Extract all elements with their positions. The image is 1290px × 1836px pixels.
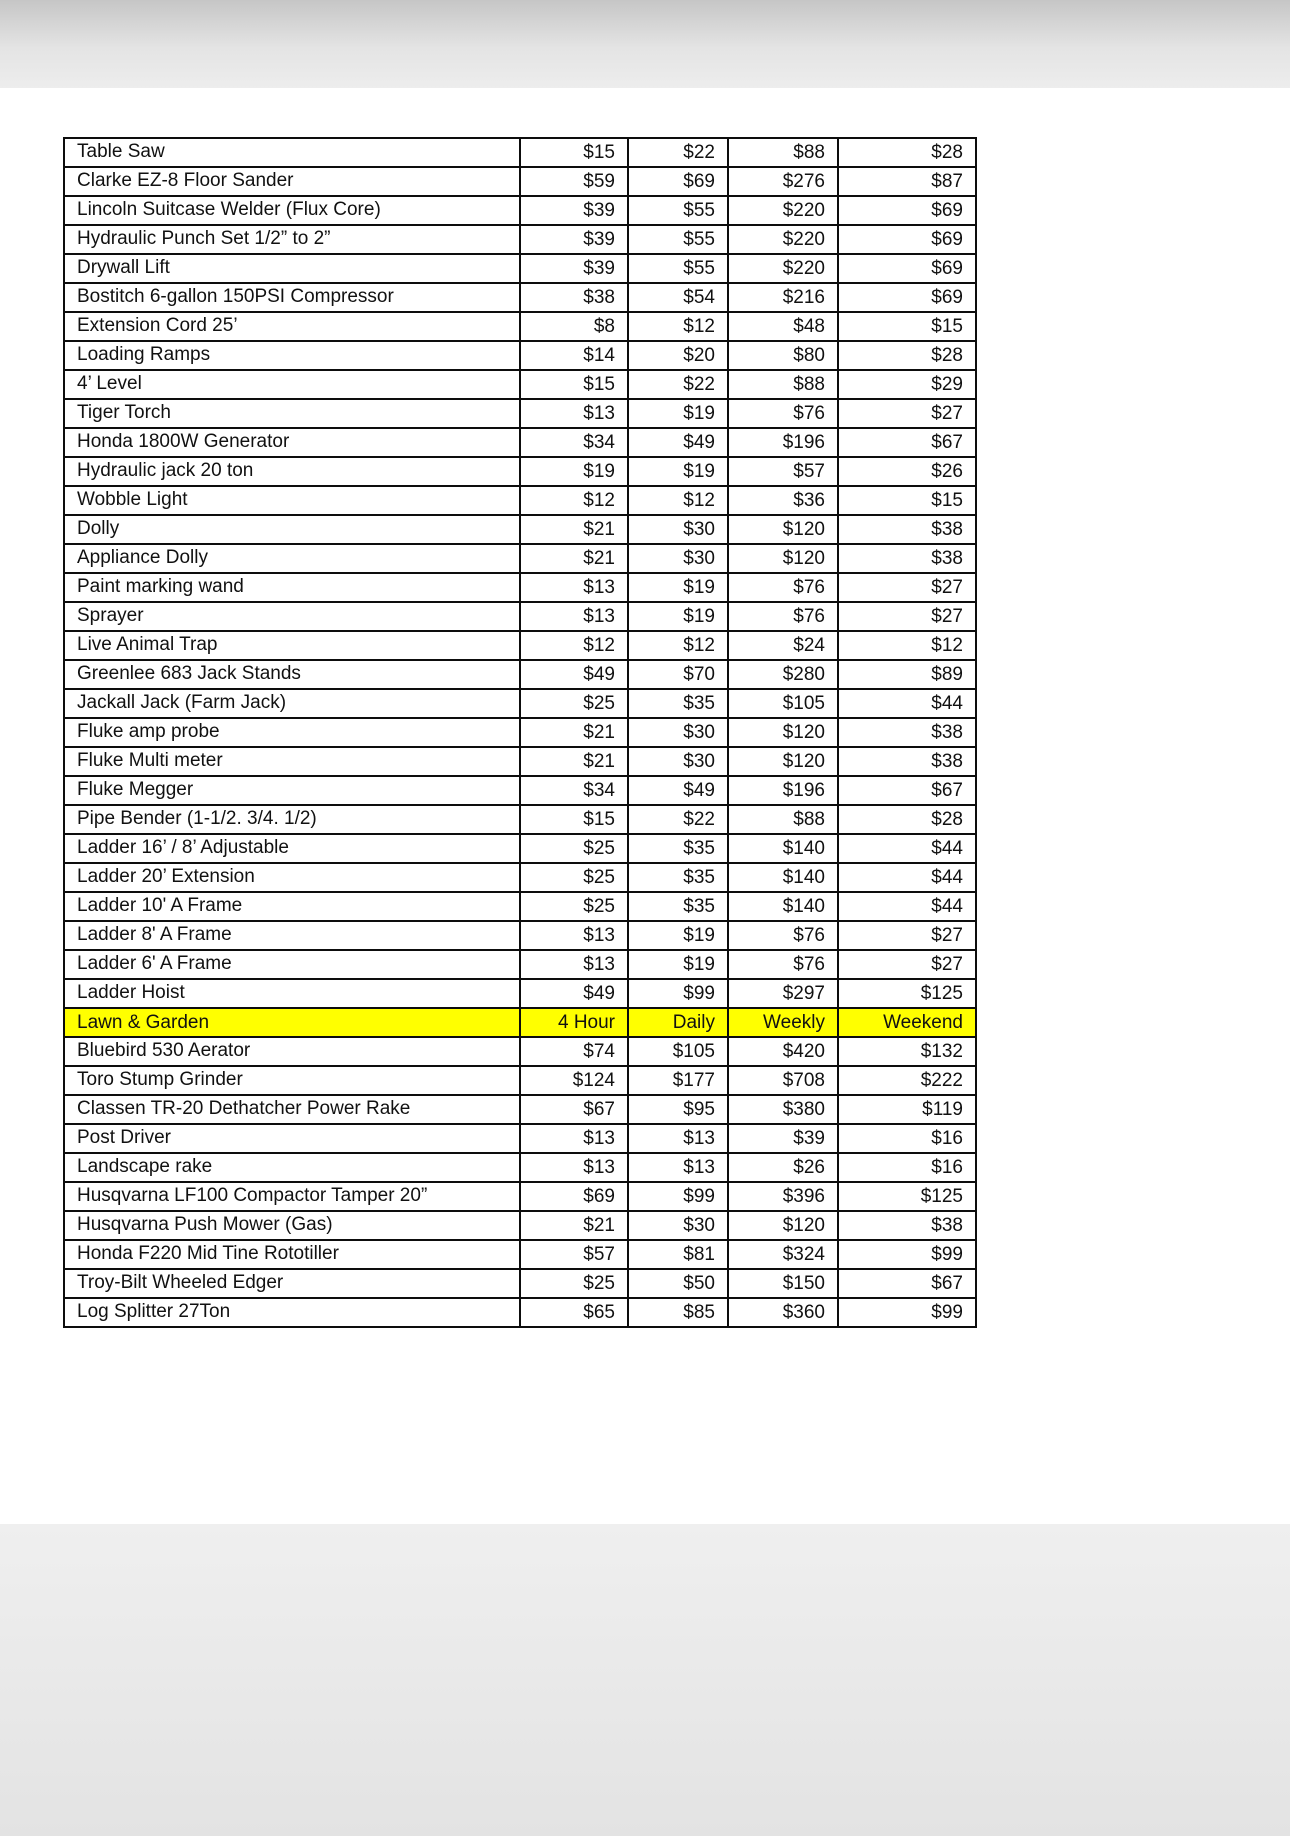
table-row	[64, 747, 976, 776]
item-name-cell: Husqvarna Push Mower (Gas)	[64, 1211, 520, 1240]
table-row	[64, 689, 976, 718]
section-title-cell: Lawn & Garden	[64, 1008, 520, 1037]
price-daily-cell: $69	[628, 167, 728, 196]
item-name-cell: Dolly	[64, 515, 520, 544]
price-weekly-cell: $140	[728, 863, 838, 892]
price-4hour-cell: $15	[520, 138, 628, 167]
price-weekend-cell: $69	[838, 283, 976, 312]
item-name-cell: Drywall Lift	[64, 254, 520, 283]
lawn-garden-section-body	[64, 1037, 976, 1327]
price-weekly-cell: $280	[728, 660, 838, 689]
price-daily-cell: $55	[628, 196, 728, 225]
price-daily-cell: $30	[628, 544, 728, 573]
price-weekly-cell: $420	[728, 1037, 838, 1066]
item-name-cell: Log Splitter 27Ton	[64, 1298, 520, 1327]
price-weekend-cell: $89	[838, 660, 976, 689]
item-name-cell: Appliance Dolly	[64, 544, 520, 573]
price-weekend-cell: $16	[838, 1124, 976, 1153]
price-daily-cell: $12	[628, 312, 728, 341]
scan-edge-top	[0, 0, 1290, 88]
section-header-body	[64, 1008, 976, 1037]
price-weekend-cell: $99	[838, 1240, 976, 1269]
price-daily-cell: $35	[628, 834, 728, 863]
col-header-4hour: 4 Hour	[520, 1008, 628, 1037]
price-daily-cell: $12	[628, 486, 728, 515]
item-name-cell: Greenlee 683 Jack Stands	[64, 660, 520, 689]
item-name-cell: Ladder 10' A Frame	[64, 892, 520, 921]
item-name-cell: Classen TR-20 Dethatcher Power Rake	[64, 1095, 520, 1124]
price-daily-cell: $55	[628, 254, 728, 283]
col-header-weekend: Weekend	[838, 1008, 976, 1037]
price-daily-cell: $99	[628, 979, 728, 1008]
price-4hour-cell: $39	[520, 196, 628, 225]
price-daily-cell: $99	[628, 1182, 728, 1211]
price-daily-cell: $22	[628, 370, 728, 399]
price-daily-cell: $70	[628, 660, 728, 689]
price-daily-cell: $177	[628, 1066, 728, 1095]
price-weekly-cell: $80	[728, 341, 838, 370]
price-4hour-cell: $25	[520, 689, 628, 718]
item-name-cell: Honda F220 Mid Tine Rototiller	[64, 1240, 520, 1269]
price-weekly-cell: $88	[728, 805, 838, 834]
price-daily-cell: $35	[628, 892, 728, 921]
price-weekend-cell: $15	[838, 312, 976, 341]
table-row	[64, 805, 976, 834]
price-4hour-cell: $21	[520, 1211, 628, 1240]
item-name-cell: Ladder 6' A Frame	[64, 950, 520, 979]
item-name-cell: Live Animal Trap	[64, 631, 520, 660]
price-4hour-cell: $19	[520, 457, 628, 486]
price-weekend-cell: $125	[838, 1182, 976, 1211]
price-daily-cell: $19	[628, 921, 728, 950]
price-daily-cell: $30	[628, 718, 728, 747]
table-row	[64, 225, 976, 254]
price-weekly-cell: $76	[728, 602, 838, 631]
price-4hour-cell: $13	[520, 1153, 628, 1182]
item-name-cell: Ladder 20’ Extension	[64, 863, 520, 892]
price-daily-cell: $19	[628, 573, 728, 602]
price-4hour-cell: $13	[520, 1124, 628, 1153]
price-weekend-cell: $12	[838, 631, 976, 660]
price-weekend-cell: $44	[838, 689, 976, 718]
item-name-cell: Clarke EZ-8 Floor Sander	[64, 167, 520, 196]
item-name-cell: Paint marking wand	[64, 573, 520, 602]
price-weekly-cell: $36	[728, 486, 838, 515]
table-row	[64, 370, 976, 399]
price-4hour-cell: $13	[520, 602, 628, 631]
price-weekend-cell: $69	[838, 254, 976, 283]
item-name-cell: Lincoln Suitcase Welder (Flux Core)	[64, 196, 520, 225]
item-name-cell: Honda 1800W Generator	[64, 428, 520, 457]
price-weekend-cell: $44	[838, 863, 976, 892]
price-weekend-cell: $132	[838, 1037, 976, 1066]
item-name-cell: Husqvarna LF100 Compactor Tamper 20”	[64, 1182, 520, 1211]
price-weekend-cell: $27	[838, 950, 976, 979]
price-4hour-cell: $25	[520, 892, 628, 921]
price-weekend-cell: $125	[838, 979, 976, 1008]
price-daily-cell: $35	[628, 689, 728, 718]
price-weekend-cell: $27	[838, 921, 976, 950]
price-weekly-cell: $276	[728, 167, 838, 196]
price-weekly-cell: $297	[728, 979, 838, 1008]
price-weekly-cell: $380	[728, 1095, 838, 1124]
price-daily-cell: $105	[628, 1037, 728, 1066]
price-weekly-cell: $708	[728, 1066, 838, 1095]
table-row	[64, 1124, 976, 1153]
price-daily-cell: $50	[628, 1269, 728, 1298]
price-daily-cell: $13	[628, 1153, 728, 1182]
price-4hour-cell: $25	[520, 834, 628, 863]
price-weekend-cell: $28	[838, 138, 976, 167]
price-weekly-cell: $88	[728, 370, 838, 399]
price-daily-cell: $49	[628, 428, 728, 457]
price-weekend-cell: $15	[838, 486, 976, 515]
price-4hour-cell: $124	[520, 1066, 628, 1095]
table-row	[64, 1066, 976, 1095]
price-weekly-cell: $120	[728, 1211, 838, 1240]
item-name-cell: Sprayer	[64, 602, 520, 631]
price-daily-cell: $95	[628, 1095, 728, 1124]
item-name-cell: Ladder 16’ / 8’ Adjustable	[64, 834, 520, 863]
price-4hour-cell: $25	[520, 1269, 628, 1298]
item-name-cell: Post Driver	[64, 1124, 520, 1153]
price-4hour-cell: $69	[520, 1182, 628, 1211]
price-4hour-cell: $34	[520, 428, 628, 457]
price-weekend-cell: $29	[838, 370, 976, 399]
price-4hour-cell: $21	[520, 718, 628, 747]
table-row	[64, 457, 976, 486]
table-row	[64, 573, 976, 602]
price-weekend-cell: $44	[838, 892, 976, 921]
table-row	[64, 312, 976, 341]
price-weekend-cell: $27	[838, 573, 976, 602]
price-weekly-cell: $196	[728, 428, 838, 457]
price-daily-cell: $22	[628, 805, 728, 834]
price-4hour-cell: $74	[520, 1037, 628, 1066]
item-name-cell: Bluebird 530 Aerator	[64, 1037, 520, 1066]
item-name-cell: Ladder 8' A Frame	[64, 921, 520, 950]
price-weekend-cell: $28	[838, 805, 976, 834]
price-weekend-cell: $38	[838, 1211, 976, 1240]
price-daily-cell: $81	[628, 1240, 728, 1269]
price-weekly-cell: $39	[728, 1124, 838, 1153]
item-name-cell: Tiger Torch	[64, 399, 520, 428]
price-weekly-cell: $76	[728, 921, 838, 950]
price-daily-cell: $85	[628, 1298, 728, 1327]
item-name-cell: Hydraulic Punch Set 1/2” to 2”	[64, 225, 520, 254]
document-page	[0, 88, 1290, 1524]
price-weekend-cell: $38	[838, 718, 976, 747]
col-header-daily: Daily	[628, 1008, 728, 1037]
table-row	[64, 660, 976, 689]
price-weekend-cell: $27	[838, 602, 976, 631]
table-row	[64, 776, 976, 805]
item-name-cell: Fluke amp probe	[64, 718, 520, 747]
price-weekly-cell: $105	[728, 689, 838, 718]
item-name-cell: Bostitch 6-gallon 150PSI Compressor	[64, 283, 520, 312]
price-weekly-cell: $220	[728, 196, 838, 225]
price-weekly-cell: $76	[728, 950, 838, 979]
price-weekly-cell: $57	[728, 457, 838, 486]
table-row	[64, 892, 976, 921]
price-daily-cell: $22	[628, 138, 728, 167]
item-name-cell: Pipe Bender (1-1/2. 3/4. 1/2)	[64, 805, 520, 834]
table-row	[64, 834, 976, 863]
price-weekly-cell: $150	[728, 1269, 838, 1298]
price-daily-cell: $55	[628, 225, 728, 254]
price-4hour-cell: $12	[520, 486, 628, 515]
price-weekly-cell: $324	[728, 1240, 838, 1269]
table-row	[64, 515, 976, 544]
price-daily-cell: $19	[628, 950, 728, 979]
table-row	[64, 1211, 976, 1240]
scan-edge-bottom	[0, 1524, 1290, 1836]
table-row	[64, 1240, 976, 1269]
price-weekly-cell: $76	[728, 573, 838, 602]
item-name-cell: Extension Cord 25’	[64, 312, 520, 341]
price-weekly-cell: $120	[728, 747, 838, 776]
item-name-cell: Loading Ramps	[64, 341, 520, 370]
price-daily-cell: $30	[628, 747, 728, 776]
table-row	[64, 196, 976, 225]
price-weekend-cell: $27	[838, 399, 976, 428]
price-4hour-cell: $14	[520, 341, 628, 370]
item-name-cell: Toro Stump Grinder	[64, 1066, 520, 1095]
table-row	[64, 718, 976, 747]
price-weekend-cell: $119	[838, 1095, 976, 1124]
price-weekend-cell: $99	[838, 1298, 976, 1327]
price-daily-cell: $19	[628, 457, 728, 486]
price-daily-cell: $30	[628, 515, 728, 544]
price-weekend-cell: $28	[838, 341, 976, 370]
item-name-cell: Hydraulic jack 20 ton	[64, 457, 520, 486]
price-4hour-cell: $25	[520, 863, 628, 892]
table-row	[64, 602, 976, 631]
col-header-weekly: Weekly	[728, 1008, 838, 1037]
price-weekly-cell: $120	[728, 544, 838, 573]
price-weekly-cell: $220	[728, 254, 838, 283]
price-weekly-cell: $360	[728, 1298, 838, 1327]
price-4hour-cell: $39	[520, 225, 628, 254]
price-weekend-cell: $44	[838, 834, 976, 863]
price-weekend-cell: $26	[838, 457, 976, 486]
price-4hour-cell: $12	[520, 631, 628, 660]
price-daily-cell: $13	[628, 1124, 728, 1153]
price-4hour-cell: $67	[520, 1095, 628, 1124]
table-row	[64, 1269, 976, 1298]
price-4hour-cell: $13	[520, 950, 628, 979]
price-4hour-cell: $34	[520, 776, 628, 805]
price-weekend-cell: $67	[838, 428, 976, 457]
table-row	[64, 341, 976, 370]
price-weekly-cell: $220	[728, 225, 838, 254]
rental-price-table	[63, 137, 977, 1328]
price-daily-cell: $19	[628, 602, 728, 631]
table-row	[64, 138, 976, 167]
table-row	[64, 921, 976, 950]
price-weekly-cell: $88	[728, 138, 838, 167]
price-4hour-cell: $15	[520, 805, 628, 834]
table-row	[64, 1095, 976, 1124]
item-name-cell: Ladder Hoist	[64, 979, 520, 1008]
item-name-cell: Landscape rake	[64, 1153, 520, 1182]
price-weekly-cell: $24	[728, 631, 838, 660]
price-daily-cell: $20	[628, 341, 728, 370]
price-weekly-cell: $140	[728, 892, 838, 921]
price-weekly-cell: $76	[728, 399, 838, 428]
price-weekend-cell: $87	[838, 167, 976, 196]
price-weekly-cell: $26	[728, 1153, 838, 1182]
price-weekend-cell: $38	[838, 515, 976, 544]
price-4hour-cell: $39	[520, 254, 628, 283]
price-weekly-cell: $120	[728, 718, 838, 747]
price-4hour-cell: $8	[520, 312, 628, 341]
tools-section-body	[64, 138, 976, 1008]
price-weekly-cell: $216	[728, 283, 838, 312]
table-row	[64, 1298, 976, 1327]
table-row	[64, 863, 976, 892]
price-weekly-cell: $48	[728, 312, 838, 341]
item-name-cell: Fluke Multi meter	[64, 747, 520, 776]
table-row	[64, 399, 976, 428]
price-4hour-cell: $15	[520, 370, 628, 399]
table-row	[64, 283, 976, 312]
price-4hour-cell: $21	[520, 747, 628, 776]
table-row	[64, 428, 976, 457]
price-weekend-cell: $38	[838, 544, 976, 573]
price-4hour-cell: $49	[520, 979, 628, 1008]
price-4hour-cell: $21	[520, 515, 628, 544]
item-name-cell: Fluke Megger	[64, 776, 520, 805]
item-name-cell: 4’ Level	[64, 370, 520, 399]
price-daily-cell: $54	[628, 283, 728, 312]
table-row	[64, 544, 976, 573]
price-daily-cell: $12	[628, 631, 728, 660]
price-weekend-cell: $69	[838, 196, 976, 225]
table-row	[64, 979, 976, 1008]
table-row	[64, 1037, 976, 1066]
price-weekend-cell: $16	[838, 1153, 976, 1182]
price-weekend-cell: $222	[838, 1066, 976, 1095]
price-4hour-cell: $13	[520, 573, 628, 602]
price-weekly-cell: $396	[728, 1182, 838, 1211]
price-daily-cell: $19	[628, 399, 728, 428]
price-4hour-cell: $13	[520, 399, 628, 428]
price-daily-cell: $30	[628, 1211, 728, 1240]
table-row	[64, 486, 976, 515]
item-name-cell: Table Saw	[64, 138, 520, 167]
table-row	[64, 254, 976, 283]
price-daily-cell: $35	[628, 863, 728, 892]
price-weekend-cell: $69	[838, 225, 976, 254]
price-4hour-cell: $38	[520, 283, 628, 312]
price-weekly-cell: $140	[728, 834, 838, 863]
item-name-cell: Troy-Bilt Wheeled Edger	[64, 1269, 520, 1298]
price-4hour-cell: $13	[520, 921, 628, 950]
price-weekend-cell: $38	[838, 747, 976, 776]
price-weekly-cell: $120	[728, 515, 838, 544]
price-4hour-cell: $65	[520, 1298, 628, 1327]
price-daily-cell: $49	[628, 776, 728, 805]
price-weekend-cell: $67	[838, 1269, 976, 1298]
table-row	[64, 1182, 976, 1211]
table-row	[64, 167, 976, 196]
item-name-cell: Jackall Jack (Farm Jack)	[64, 689, 520, 718]
table-row	[64, 950, 976, 979]
price-weekly-cell: $196	[728, 776, 838, 805]
price-4hour-cell: $49	[520, 660, 628, 689]
price-4hour-cell: $57	[520, 1240, 628, 1269]
section-header-row	[64, 1008, 976, 1037]
price-4hour-cell: $21	[520, 544, 628, 573]
item-name-cell: Wobble Light	[64, 486, 520, 515]
table-row	[64, 631, 976, 660]
price-weekend-cell: $67	[838, 776, 976, 805]
table-row	[64, 1153, 976, 1182]
price-4hour-cell: $59	[520, 167, 628, 196]
